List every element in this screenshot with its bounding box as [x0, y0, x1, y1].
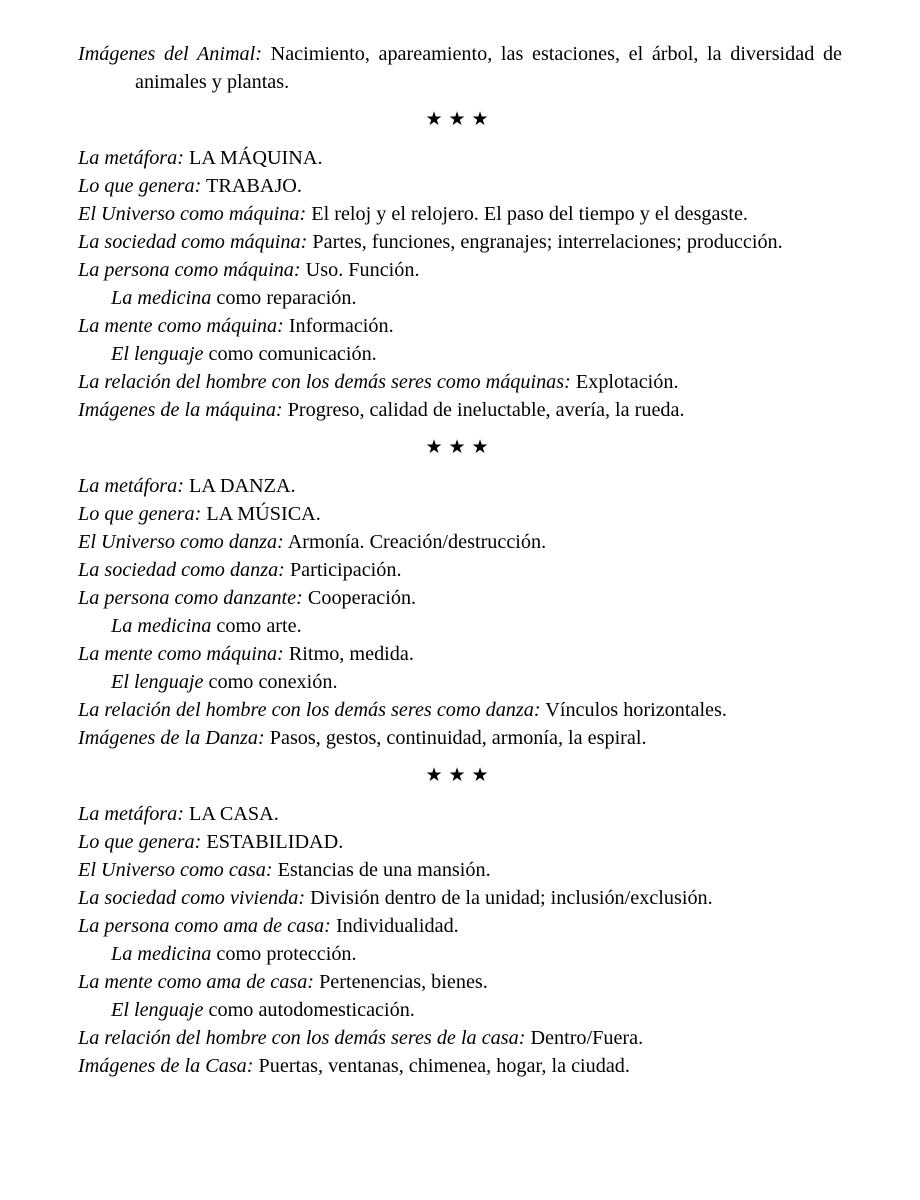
line-label: La medicina	[111, 615, 212, 637]
section-line	[78, 556, 842, 584]
line-label: La metáfora:	[78, 475, 184, 497]
section-line	[78, 724, 842, 752]
line-text: Progreso, calidad de ineluctable, avería, la rueda.	[287, 399, 685, 421]
section-separator: ★★★	[425, 109, 495, 130]
section-line	[78, 884, 842, 912]
intro-label: Imágenes del Animal:	[78, 43, 262, 65]
section-line	[78, 828, 842, 856]
line-label: El lenguaje	[111, 671, 204, 693]
line-text: como reparación.	[216, 287, 357, 309]
section-dance	[78, 472, 842, 752]
line-label: Imágenes de la Casa:	[78, 1055, 254, 1077]
line-text: LA MÚSICA.	[206, 503, 321, 525]
line-label: El lenguaje	[111, 343, 204, 365]
section-line	[78, 856, 842, 884]
line-label: La metáfora:	[78, 147, 184, 169]
section-line	[78, 256, 842, 284]
line-label: Imágenes de la Danza:	[78, 727, 265, 749]
section-line	[78, 968, 842, 996]
section-separator: ★★★	[425, 765, 495, 786]
section-line	[78, 144, 842, 172]
line-label: La mente como máquina:	[78, 315, 284, 337]
section-line	[78, 500, 842, 528]
section-line	[78, 640, 842, 668]
section-machine	[78, 144, 842, 424]
line-text: Pasos, gestos, continuidad, armonía, la espiral.	[269, 727, 647, 749]
section-line	[78, 1024, 842, 1052]
top-margin	[78, 0, 842, 40]
line-text: TRABAJO.	[206, 175, 302, 197]
section-line	[78, 528, 842, 556]
line-label: La mente como máquina:	[78, 643, 284, 665]
line-label: El Universo como danza:	[78, 531, 284, 553]
line-label: La relación del hombre con los demás seres como danza:	[78, 699, 541, 721]
line-label: La mente como ama de casa:	[78, 971, 315, 993]
line-label: La relación del hombre con los demás seres de la casa:	[78, 1027, 526, 1049]
line-text: como protección.	[216, 943, 357, 965]
line-text: Vínculos horizontales.	[545, 699, 727, 721]
section-separator: ★★★	[425, 437, 495, 458]
section-line	[78, 584, 842, 612]
line-text: Estancias de una mansión.	[277, 859, 491, 881]
section-line	[78, 228, 842, 256]
line-label: Lo que genera:	[78, 175, 202, 197]
line-label: La sociedad como máquina:	[78, 231, 308, 253]
line-label: La medicina	[111, 287, 212, 309]
line-text: Puertas, ventanas, chimenea, hogar, la ciudad.	[258, 1055, 630, 1077]
line-text: Información.	[288, 315, 394, 337]
line-text: Partes, funciones, engranajes; interrelaciones; producción.	[312, 231, 783, 253]
intro-text: Nacimiento, apareamiento, las estaciones, el árbol, la diversidad de animales y plantas.	[135, 43, 843, 93]
line-text: LA CASA.	[189, 803, 279, 825]
line-text: División dentro de la unidad; inclusión/exclusión.	[310, 887, 713, 909]
line-text: Uso. Función.	[305, 259, 420, 281]
line-text: LA MÁQUINA.	[189, 147, 323, 169]
section-line	[78, 172, 842, 200]
line-label: La metáfora:	[78, 803, 184, 825]
document-page	[78, 0, 842, 1080]
line-text: como conexión.	[208, 671, 338, 693]
section-line	[78, 340, 842, 368]
section-line	[78, 312, 842, 340]
line-label: La medicina	[111, 943, 212, 965]
line-text: Dentro/Fuera.	[530, 1027, 644, 1049]
line-text: Pertenencias, bienes.	[319, 971, 488, 993]
line-text: como arte.	[216, 615, 302, 637]
line-label: La persona como ama de casa:	[78, 915, 331, 937]
line-text: como autodomesticación.	[208, 999, 415, 1021]
section-line	[78, 1052, 842, 1080]
line-text: LA DANZA.	[189, 475, 296, 497]
line-label: Imágenes de la máquina:	[78, 399, 283, 421]
section-line	[78, 800, 842, 828]
line-label: La persona como danzante:	[78, 587, 303, 609]
section-line	[78, 368, 842, 396]
line-label: Lo que genera:	[78, 503, 202, 525]
line-label: La relación del hombre con los demás seres como máquinas:	[78, 371, 571, 393]
section-line	[78, 472, 842, 500]
intro-paragraph	[78, 40, 842, 96]
line-text: El reloj y el relojero. El paso del tiempo y el desgaste.	[311, 203, 748, 225]
line-text: Armonía. Creación/destrucción.	[287, 531, 547, 553]
line-label: Lo que genera:	[78, 831, 202, 853]
line-text: Explotación.	[575, 371, 679, 393]
line-label: El Universo como máquina:	[78, 203, 307, 225]
line-label: La sociedad como danza:	[78, 559, 285, 581]
section-line	[78, 612, 842, 640]
section-line	[78, 668, 842, 696]
line-text: Ritmo, medida.	[288, 643, 414, 665]
line-label: La sociedad como vivienda:	[78, 887, 306, 909]
section-line	[78, 396, 842, 424]
section-line	[78, 912, 842, 940]
line-text: ESTABILIDAD.	[206, 831, 344, 853]
line-label: La persona como máquina:	[78, 259, 301, 281]
line-text: Participación.	[289, 559, 402, 581]
section-house	[78, 800, 842, 1080]
line-label: El lenguaje	[111, 999, 204, 1021]
line-text: Cooperación.	[307, 587, 417, 609]
section-line	[78, 200, 842, 228]
section-line	[78, 940, 842, 968]
section-line	[78, 284, 842, 312]
line-text: como comunicación.	[208, 343, 377, 365]
section-line	[78, 996, 842, 1024]
line-label: El Universo como casa:	[78, 859, 273, 881]
line-text: Individualidad.	[335, 915, 459, 937]
section-line	[78, 696, 842, 724]
